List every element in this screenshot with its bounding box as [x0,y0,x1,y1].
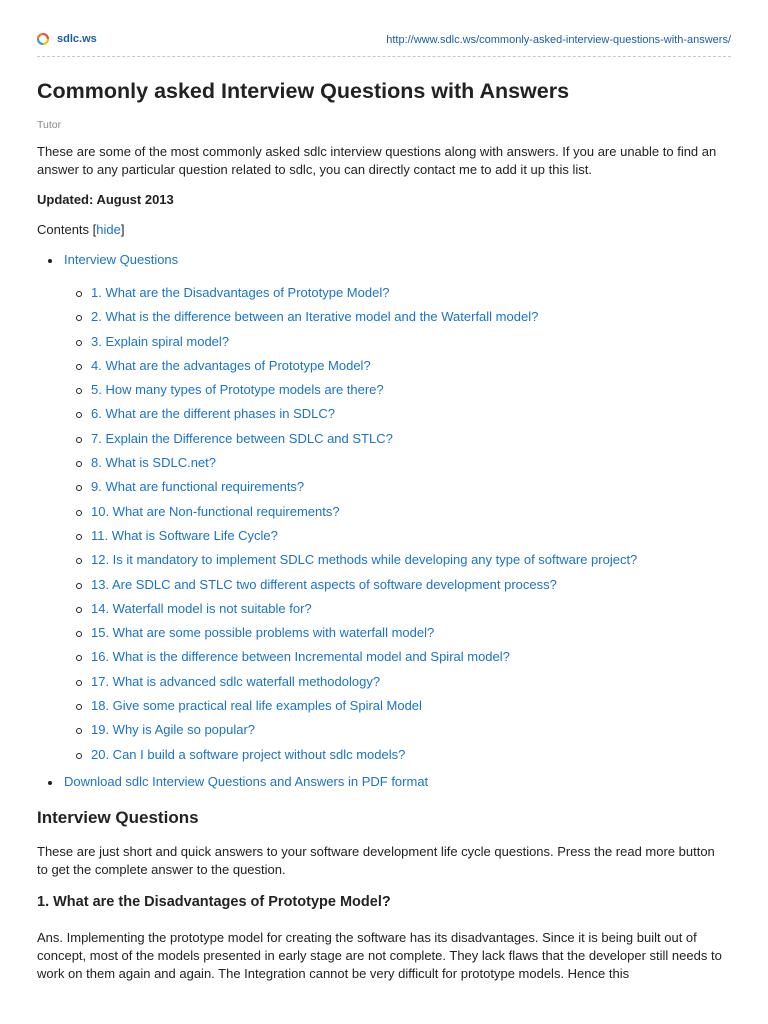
toc-question-link[interactable]: 1. What are the Disadvantages of Prototype Model? [91,285,390,300]
header-divider [37,56,731,57]
toc-question-link[interactable]: 3. Explain spiral model? [91,333,230,349]
bullet-circle-icon [76,510,82,516]
bullet-circle-icon [76,534,82,540]
toc-question-link[interactable]: 19. Why is Agile so popular? [91,722,256,738]
bullet-disc-icon [48,781,52,785]
author-label: Tutor [37,119,62,131]
toc-question-link[interactable]: 6. What are the different phases in SDLC? [91,406,336,422]
section-intro: These are just short and quick answers to your software development life cycle questions. Press the read more button to get the complete answer to the question. [37,844,715,877]
bullet-circle-icon [76,655,82,661]
toc-question-link[interactable]: 5. How many types of Prototype models are there? [91,382,384,398]
section-heading: Interview Questions [37,808,199,827]
page-header [37,33,731,49]
question-heading: 1. What are the Disadvantages of Prototype Model? [37,894,391,910]
toc-question-link[interactable]: 20. Can I build a software project without sdlc models? [91,746,406,762]
answer-paragraph: Ans. Implementing the prototype model for creating the software has its disadvantages. Since it is being built out of concept, most of the models presented in early stage are not complete. They lack flaws that the developer still needs to work on them again and again. The Integration cannot be very difficult for prototype models. Hence this [37,930,722,981]
toc-question-link[interactable]: 11. What is Software Life Cycle? [91,527,278,543]
hide-toc-link[interactable]: hide [96,222,121,237]
updated-date: Updated: August 2013 [37,192,174,207]
toc-question-link[interactable]: 16. What is the difference between Incremental model and Spiral model? [91,649,510,665]
toc-section-item [48,252,728,270]
bullet-circle-icon [76,315,82,321]
page-title: Commonly asked Interview Questions with Answers [37,79,570,103]
bullet-circle-icon [76,461,82,467]
bullet-circle-icon [76,388,82,394]
toc-link-interview-questions[interactable]: Interview Questions [64,252,179,267]
toc-question-link[interactable]: 10. What are Non-functional requirements? [91,503,340,519]
bullet-circle-icon [76,412,82,418]
site-brand[interactable] [37,33,97,45]
sdlc-logo-icon [37,33,49,45]
bullet-circle-icon [76,583,82,589]
toc-question-link[interactable]: 12. Is it mandatory to implement SDLC methods while developing any type of software project? [91,552,638,568]
toc-question-link[interactable]: 2. What is the difference between an Iterative model and the Waterfall model? [91,309,539,325]
site-name[interactable]: sdlc.ws [57,33,97,45]
contents-heading [37,222,124,237]
bullet-circle-icon [76,753,82,759]
bullet-circle-icon [76,680,82,686]
toc-question-link[interactable]: 9. What are functional requirements? [91,479,305,495]
toc-question-link[interactable]: 18. Give some practical real life examples of Spiral Model [91,698,422,714]
bullet-circle-icon [76,558,82,564]
bullet-circle-icon [76,485,82,491]
contents-label: Contents [ [37,222,97,237]
bullet-circle-icon [76,631,82,637]
bullet-circle-icon [76,437,82,443]
table-of-contents [48,252,728,789]
bullet-circle-icon [76,291,82,297]
toc-question-link[interactable]: 4. What are the advantages of Prototype Model? [91,357,371,373]
bullet-circle-icon [76,607,82,613]
page-url-link[interactable]: http://www.sdlc.ws/commonly-asked-interview-questions-with-answers/ [386,34,731,46]
toc-question-link[interactable]: 13. Are SDLC and STLC two different aspects of software development process? [91,576,557,592]
toc-question-link[interactable]: 8. What is SDLC.net? [91,455,216,471]
intro-paragraph: These are some of the most commonly asked sdlc interview questions along with answers. If you are unable to find an answer to any particular question related to sdlc, you can directly contact me to add it up this list. [37,144,717,177]
bullet-circle-icon [76,364,82,370]
bullet-circle-icon [76,340,82,346]
contents-bracket-close: ] [120,222,125,237]
toc-download-item [48,774,728,792]
bullet-circle-icon [76,728,82,734]
toc-question-link[interactable]: 15. What are some possible problems with waterfall model? [91,625,435,641]
toc-question-link[interactable]: 14. Waterfall model is not suitable for? [91,600,312,616]
bullet-disc-icon [48,259,52,263]
download-pdf-link[interactable]: Download sdlc Interview Questions and Answers in PDF format [64,774,429,789]
toc-question-link[interactable]: 17. What is advanced sdlc waterfall methodology? [91,673,381,689]
bullet-circle-icon [76,704,82,710]
toc-question-link[interactable]: 7. Explain the Difference between SDLC and STLC? [91,430,393,446]
